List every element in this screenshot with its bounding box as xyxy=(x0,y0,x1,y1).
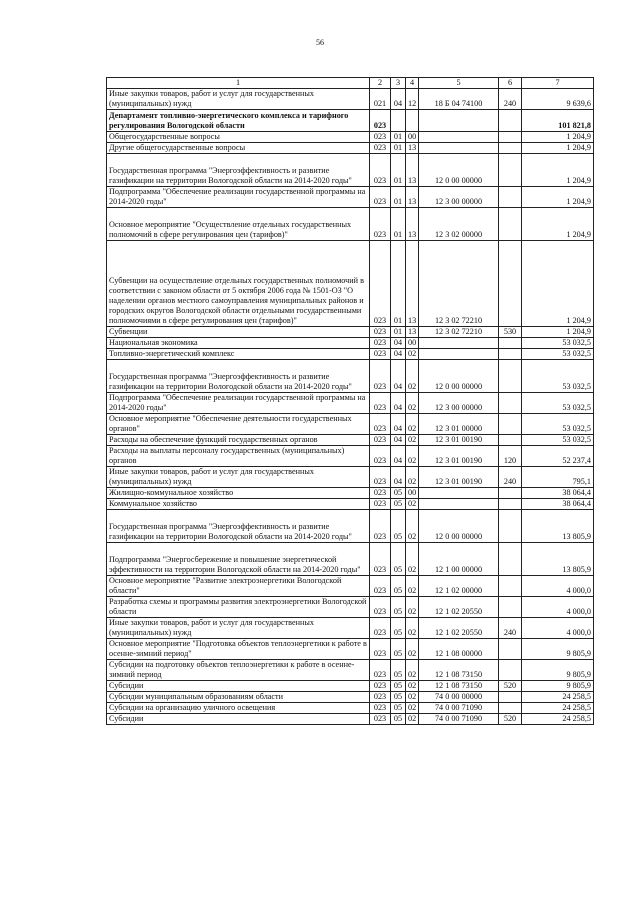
ministry-code-cell: 023 xyxy=(370,660,391,681)
amount-cell: 53 032,5 xyxy=(522,414,594,435)
ministry-code-cell: 023 xyxy=(370,187,391,208)
section-code-cell: 04 xyxy=(391,89,406,110)
expense-type-cell xyxy=(499,510,522,543)
header-cell: 4 xyxy=(406,78,419,89)
row-name-cell: Иные закупки товаров, работ и услуг для государственных (муниципальных) нужд xyxy=(107,467,370,488)
ministry-code-cell: 023 xyxy=(370,414,391,435)
expense-type-cell xyxy=(499,154,522,187)
ministry-code-cell: 023 xyxy=(370,692,391,703)
page-number: 56 xyxy=(316,38,324,47)
row-name-cell: Субвенции xyxy=(107,327,370,338)
subsection-code-cell: 02 xyxy=(406,714,419,725)
amount-cell: 1 204,9 xyxy=(522,208,594,241)
row-name-cell: Субсидии xyxy=(107,714,370,725)
amount-cell: 53 032,5 xyxy=(522,338,594,349)
expense-type-cell xyxy=(499,576,522,597)
amount-cell: 53 032,5 xyxy=(522,360,594,393)
expense-type-cell xyxy=(499,543,522,576)
section-code-cell: 05 xyxy=(391,714,406,725)
target-article-cell: 12 3 02 72210 xyxy=(419,327,499,338)
expense-type-cell xyxy=(499,187,522,208)
subsection-code-cell: 02 xyxy=(406,576,419,597)
ministry-code-cell: 023 xyxy=(370,543,391,576)
expense-type-cell xyxy=(499,110,522,132)
target-article-cell xyxy=(419,499,499,510)
ministry-code-cell: 023 xyxy=(370,618,391,639)
expense-type-cell: 240 xyxy=(499,618,522,639)
amount-cell: 9 805,9 xyxy=(522,681,594,692)
row-name-cell: Подпрограмма "Обеспечение реализации государственной программы на 2014-2020 годы" xyxy=(107,187,370,208)
expense-type-cell xyxy=(499,132,522,143)
subsection-code-cell: 13 xyxy=(406,241,419,327)
table-row xyxy=(107,187,594,208)
expense-type-cell xyxy=(499,660,522,681)
ministry-code-cell: 023 xyxy=(370,488,391,499)
amount-cell: 38 064,4 xyxy=(522,499,594,510)
expense-type-cell xyxy=(499,360,522,393)
row-name-cell: Субсидии на подготовку объектов теплоэнергетики к работе в осенне-зимний период xyxy=(107,660,370,681)
expense-type-cell xyxy=(499,241,522,327)
header-cell: 5 xyxy=(419,78,499,89)
expense-type-cell xyxy=(499,488,522,499)
subsection-code-cell: 02 xyxy=(406,660,419,681)
row-name-cell: Топливно-энергетический комплекс xyxy=(107,349,370,360)
ministry-code-cell: 023 xyxy=(370,393,391,414)
target-article-cell xyxy=(419,143,499,154)
target-article-cell: 12 1 08 73150 xyxy=(419,660,499,681)
subsection-code-cell: 13 xyxy=(406,208,419,241)
header-row xyxy=(107,78,594,89)
expense-type-cell: 520 xyxy=(499,714,522,725)
target-article-cell: 12 0 00 00000 xyxy=(419,154,499,187)
amount-cell: 4 000,0 xyxy=(522,576,594,597)
row-name-cell: Государственная программа "Энергоэффективность и развитие газификации на территории Вологодской области на 2014-2020 годы" xyxy=(107,510,370,543)
row-name-cell: Основное мероприятие "Подготовка объектов теплоэнергетики к работе в осенне-зимний период" xyxy=(107,639,370,660)
amount-cell: 101 821,8 xyxy=(522,110,594,132)
amount-cell: 24 258,5 xyxy=(522,714,594,725)
table-row xyxy=(107,692,594,703)
ministry-code-cell: 023 xyxy=(370,703,391,714)
row-name-cell: Субвенции на осуществление отдельных государственных полномочий в соответствии с законом области от 5 октября 2006 года № 1501-ОЗ "О наделении органов местного самоуправления муниципальных районов и городских округов Вологодской области отдельными государственными полномочиями в сфере регулирования цен (тарифов)" xyxy=(107,241,370,327)
ministry-code-cell: 023 xyxy=(370,597,391,618)
amount-cell: 24 258,5 xyxy=(522,692,594,703)
amount-cell: 4 000,0 xyxy=(522,618,594,639)
expense-type-cell xyxy=(499,349,522,360)
subsection-code-cell: 02 xyxy=(406,435,419,446)
ministry-code-cell: 023 xyxy=(370,349,391,360)
expense-type-cell xyxy=(499,208,522,241)
subsection-code-cell: 02 xyxy=(406,360,419,393)
expense-type-cell xyxy=(499,338,522,349)
table-row xyxy=(107,89,594,110)
target-article-cell: 74 0 00 71090 xyxy=(419,703,499,714)
ministry-code-cell: 023 xyxy=(370,338,391,349)
expense-type-cell xyxy=(499,393,522,414)
target-article-cell xyxy=(419,488,499,499)
ministry-code-cell: 023 xyxy=(370,110,391,132)
target-article-cell: 12 1 02 20550 xyxy=(419,597,499,618)
subsection-code-cell: 02 xyxy=(406,692,419,703)
section-code-cell: 05 xyxy=(391,660,406,681)
row-name-cell: Подпрограмма "Энергосбережение и повышение энергетической эффективности на территории Вологодской области на 2014-2020 годы" xyxy=(107,543,370,576)
section-code-cell: 05 xyxy=(391,703,406,714)
expense-type-cell: 240 xyxy=(499,89,522,110)
row-name-cell: Государственная программа "Энергоэффективность и развитие газификации на территории Вологодской области на 2014-2020 годы" xyxy=(107,360,370,393)
subsection-code-cell: 02 xyxy=(406,681,419,692)
table-row xyxy=(107,703,594,714)
amount-cell: 24 258,5 xyxy=(522,703,594,714)
expense-type-cell: 520 xyxy=(499,681,522,692)
section-code-cell: 05 xyxy=(391,543,406,576)
row-name-cell: Субсидии xyxy=(107,681,370,692)
target-article-cell: 12 3 01 00190 xyxy=(419,467,499,488)
subsection-code-cell: 02 xyxy=(406,467,419,488)
section-code-cell: 01 xyxy=(391,327,406,338)
table-row xyxy=(107,338,594,349)
subsection-code-cell: 02 xyxy=(406,499,419,510)
table-row xyxy=(107,414,594,435)
ministry-code-cell: 023 xyxy=(370,208,391,241)
section-code-cell xyxy=(391,110,406,132)
subsection-code-cell: 00 xyxy=(406,338,419,349)
ministry-code-cell: 023 xyxy=(370,327,391,338)
row-name-cell: Субсидии муниципальным образованиям области xyxy=(107,692,370,703)
subsection-code-cell: 02 xyxy=(406,597,419,618)
target-article-cell: 74 0 00 71090 xyxy=(419,714,499,725)
target-article-cell: 12 3 02 00000 xyxy=(419,208,499,241)
amount-cell: 9 639,6 xyxy=(522,89,594,110)
ministry-code-cell: 023 xyxy=(370,154,391,187)
section-code-cell: 04 xyxy=(391,360,406,393)
table-row xyxy=(107,714,594,725)
row-name-cell: Основное мероприятие "Обеспечение деятельности государственных органов" xyxy=(107,414,370,435)
ministry-code-cell: 023 xyxy=(370,681,391,692)
amount-cell: 9 805,9 xyxy=(522,639,594,660)
target-article-cell: 12 1 00 00000 xyxy=(419,543,499,576)
expense-type-cell: 530 xyxy=(499,327,522,338)
section-code-cell: 04 xyxy=(391,467,406,488)
section-code-cell: 01 xyxy=(391,132,406,143)
target-article-cell: 12 3 01 00190 xyxy=(419,435,499,446)
row-name-cell: Национальная экономика xyxy=(107,338,370,349)
target-article-cell: 12 3 01 00000 xyxy=(419,414,499,435)
amount-cell: 1 204,9 xyxy=(522,132,594,143)
target-article-cell: 12 3 01 00190 xyxy=(419,446,499,467)
section-code-cell: 05 xyxy=(391,499,406,510)
table-row xyxy=(107,543,594,576)
target-article-cell: 18 Б 04 74100 xyxy=(419,89,499,110)
ministry-code-cell: 023 xyxy=(370,360,391,393)
table-row xyxy=(107,349,594,360)
target-article-cell xyxy=(419,338,499,349)
header-cell: 7 xyxy=(522,78,594,89)
ministry-code-cell: 023 xyxy=(370,467,391,488)
expense-type-cell: 240 xyxy=(499,467,522,488)
section-code-cell: 01 xyxy=(391,241,406,327)
table-row xyxy=(107,327,594,338)
amount-cell: 1 204,9 xyxy=(522,143,594,154)
target-article-cell xyxy=(419,132,499,143)
amount-cell: 1 204,9 xyxy=(522,241,594,327)
subsection-code-cell: 02 xyxy=(406,446,419,467)
table-row xyxy=(107,143,594,154)
table-row xyxy=(107,488,594,499)
target-article-cell xyxy=(419,110,499,132)
subsection-code-cell: 00 xyxy=(406,488,419,499)
amount-cell: 52 237,4 xyxy=(522,446,594,467)
table-row xyxy=(107,499,594,510)
section-code-cell: 04 xyxy=(391,414,406,435)
expense-type-cell xyxy=(499,143,522,154)
header-cell: 6 xyxy=(499,78,522,89)
expense-type-cell xyxy=(499,597,522,618)
ministry-code-cell: 023 xyxy=(370,446,391,467)
table-row xyxy=(107,618,594,639)
amount-cell: 1 204,9 xyxy=(522,327,594,338)
subsection-code-cell: 00 xyxy=(406,132,419,143)
section-code-cell: 05 xyxy=(391,639,406,660)
table-row xyxy=(107,597,594,618)
amount-cell: 1 204,9 xyxy=(522,187,594,208)
amount-cell: 53 032,5 xyxy=(522,393,594,414)
table-row xyxy=(107,681,594,692)
amount-cell: 1 204,9 xyxy=(522,154,594,187)
target-article-cell: 12 3 00 00000 xyxy=(419,393,499,414)
ministry-code-cell: 023 xyxy=(370,510,391,543)
amount-cell: 53 032,5 xyxy=(522,435,594,446)
expense-type-cell xyxy=(499,499,522,510)
subsection-code-cell: 02 xyxy=(406,618,419,639)
target-article-cell: 12 1 02 00000 xyxy=(419,576,499,597)
section-code-cell: 05 xyxy=(391,597,406,618)
section-code-cell: 05 xyxy=(391,576,406,597)
subsection-code-cell: 13 xyxy=(406,154,419,187)
section-code-cell: 01 xyxy=(391,143,406,154)
section-code-cell: 05 xyxy=(391,681,406,692)
expense-type-cell xyxy=(499,639,522,660)
section-code-cell: 01 xyxy=(391,187,406,208)
table-row xyxy=(107,639,594,660)
subsection-code-cell: 13 xyxy=(406,187,419,208)
row-name-cell: Департамент топливно-энергетического комплекса и тарифного регулирования Вологодской области xyxy=(107,110,370,132)
row-name-cell: Разработка схемы и программы развития электроэнергетики Вологодской области xyxy=(107,597,370,618)
ministry-code-cell: 023 xyxy=(370,435,391,446)
row-name-cell: Другие общегосударственные вопросы xyxy=(107,143,370,154)
target-article-cell: 12 1 08 73150 xyxy=(419,681,499,692)
header-cell: 3 xyxy=(391,78,406,89)
section-code-cell: 01 xyxy=(391,154,406,187)
subsection-code-cell: 02 xyxy=(406,414,419,435)
header-cell: 1 xyxy=(107,78,370,89)
section-code-cell: 04 xyxy=(391,435,406,446)
ministry-code-cell: 023 xyxy=(370,132,391,143)
ministry-code-cell: 023 xyxy=(370,499,391,510)
target-article-cell: 74 0 00 00000 xyxy=(419,692,499,703)
section-code-cell: 04 xyxy=(391,446,406,467)
ministry-code-cell: 023 xyxy=(370,241,391,327)
subsection-code-cell: 02 xyxy=(406,543,419,576)
target-article-cell: 12 1 02 20550 xyxy=(419,618,499,639)
expense-type-cell xyxy=(499,692,522,703)
section-code-cell: 05 xyxy=(391,510,406,543)
row-name-cell: Основное мероприятие "Развитие электроэнергетики Вологодской области" xyxy=(107,576,370,597)
amount-cell: 795,1 xyxy=(522,467,594,488)
row-name-cell: Основное мероприятие "Осуществление отдельных государственных полномочий в сфере регулирования цен (тарифов)" xyxy=(107,208,370,241)
ministry-code-cell: 023 xyxy=(370,143,391,154)
row-name-cell: Иные закупки товаров, работ и услуг для государственных (муниципальных) нужд xyxy=(107,89,370,110)
table-row xyxy=(107,435,594,446)
section-code-cell: 05 xyxy=(391,692,406,703)
expense-type-cell xyxy=(499,703,522,714)
table-row xyxy=(107,660,594,681)
ministry-code-cell: 021 xyxy=(370,89,391,110)
table-row xyxy=(107,393,594,414)
table-row xyxy=(107,446,594,467)
row-name-cell: Общегосударственные вопросы xyxy=(107,132,370,143)
ministry-code-cell: 023 xyxy=(370,576,391,597)
subsection-code-cell: 02 xyxy=(406,393,419,414)
table-row xyxy=(107,208,594,241)
table-row xyxy=(107,467,594,488)
header-cell: 2 xyxy=(370,78,391,89)
section-code-cell: 05 xyxy=(391,618,406,639)
target-article-cell: 12 3 00 00000 xyxy=(419,187,499,208)
section-code-cell: 04 xyxy=(391,338,406,349)
target-article-cell: 12 1 08 00000 xyxy=(419,639,499,660)
subsection-code-cell: 02 xyxy=(406,703,419,714)
ministry-code-cell: 023 xyxy=(370,714,391,725)
expense-type-cell xyxy=(499,414,522,435)
target-article-cell: 12 3 02 72210 xyxy=(419,241,499,327)
section-code-cell: 05 xyxy=(391,488,406,499)
target-article-cell: 12 0 00 00000 xyxy=(419,360,499,393)
section-code-cell: 04 xyxy=(391,349,406,360)
amount-cell: 38 064,4 xyxy=(522,488,594,499)
subsection-code-cell: 12 xyxy=(406,89,419,110)
section-code-cell: 04 xyxy=(391,393,406,414)
row-name-cell: Субсидии на организацию уличного освещения xyxy=(107,703,370,714)
table-row xyxy=(107,510,594,543)
section-code-cell: 01 xyxy=(391,208,406,241)
subsection-code-cell: 13 xyxy=(406,143,419,154)
row-name-cell: Расходы на выплаты персоналу государственных (муниципальных) органов xyxy=(107,446,370,467)
row-name-cell: Государственная программа "Энергоэффективность и развитие газификации на территории Вологодской области на 2014-2020 годы" xyxy=(107,154,370,187)
budget-table xyxy=(106,77,594,725)
ministry-code-cell: 023 xyxy=(370,639,391,660)
amount-cell: 4 000,0 xyxy=(522,597,594,618)
subsection-code-cell: 02 xyxy=(406,349,419,360)
subsection-code-cell: 13 xyxy=(406,327,419,338)
subsection-code-cell: 02 xyxy=(406,639,419,660)
table-row xyxy=(107,110,594,132)
table-row xyxy=(107,241,594,327)
row-name-cell: Коммунальное хозяйство xyxy=(107,499,370,510)
row-name-cell: Расходы на обеспечение функций государственных органов xyxy=(107,435,370,446)
subsection-code-cell: 02 xyxy=(406,510,419,543)
table-row xyxy=(107,132,594,143)
amount-cell: 9 805,9 xyxy=(522,660,594,681)
expense-type-cell: 120 xyxy=(499,446,522,467)
amount-cell: 13 805,9 xyxy=(522,510,594,543)
table-row xyxy=(107,576,594,597)
table-row xyxy=(107,154,594,187)
expense-type-cell xyxy=(499,435,522,446)
amount-cell: 53 032,5 xyxy=(522,349,594,360)
amount-cell: 13 805,9 xyxy=(522,543,594,576)
target-article-cell xyxy=(419,349,499,360)
table-row xyxy=(107,360,594,393)
target-article-cell: 12 0 00 00000 xyxy=(419,510,499,543)
row-name-cell: Подпрограмма "Обеспечение реализации государственной программы на 2014-2020 годы" xyxy=(107,393,370,414)
row-name-cell: Жилищно-коммунальное хозяйство xyxy=(107,488,370,499)
row-name-cell: Иные закупки товаров, работ и услуг для государственных (муниципальных) нужд xyxy=(107,618,370,639)
subsection-code-cell xyxy=(406,110,419,132)
